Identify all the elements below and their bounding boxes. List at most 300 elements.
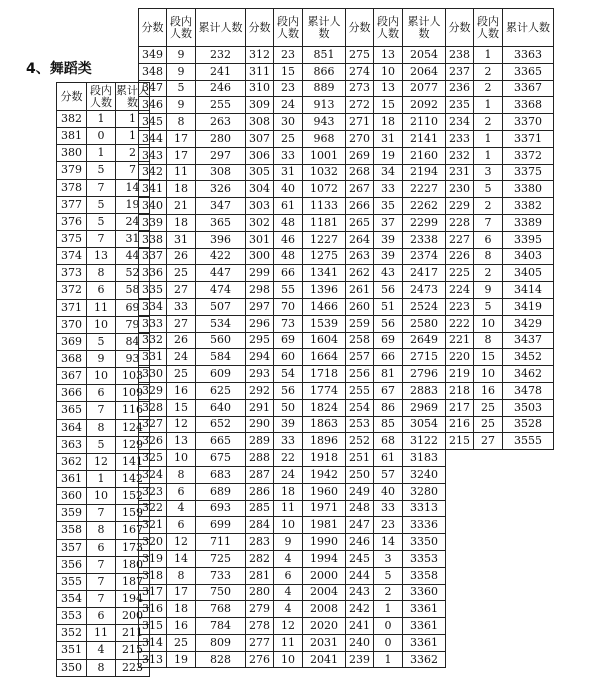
cumulative-cell: 255 xyxy=(196,97,246,114)
cumulative-cell: 2969 xyxy=(403,399,446,416)
cumulative-cell: 1396 xyxy=(303,282,346,299)
cumulative-cell: 2227 xyxy=(403,181,446,198)
segment-cell: 8 xyxy=(474,332,503,349)
cumulative-cell: 3405 xyxy=(503,265,554,282)
table-row xyxy=(139,47,554,64)
score-cell: 288 xyxy=(246,450,274,467)
segment-cell: 39 xyxy=(374,231,403,248)
score-cell: 350 xyxy=(57,659,87,676)
score-cell: 294 xyxy=(246,349,274,366)
score-cell: 234 xyxy=(446,114,474,131)
cumulative-cell: 3528 xyxy=(503,416,554,433)
table-row xyxy=(139,366,554,383)
score-cell: 245 xyxy=(346,550,374,567)
segment-cell: 51 xyxy=(374,298,403,315)
cumulative-cell: 7 xyxy=(116,162,150,179)
score-cell: 275 xyxy=(346,47,374,64)
segment-cell: 1 xyxy=(474,130,503,147)
segment-cell: 6 xyxy=(87,539,116,556)
segment-cell: 10 xyxy=(87,316,116,333)
cumulative-cell: 58 xyxy=(116,282,150,299)
cumulative-cell: 187 xyxy=(116,573,150,590)
header-score: 分数 xyxy=(139,9,167,47)
cumulative-cell: 2580 xyxy=(403,315,446,332)
cumulative-cell: 2041 xyxy=(303,651,346,668)
segment-cell: 21 xyxy=(167,198,196,215)
segment-cell: 40 xyxy=(374,483,403,500)
segment-cell: 8 xyxy=(87,265,116,282)
cumulative-cell: 3122 xyxy=(403,433,446,450)
segment-cell: 13 xyxy=(87,248,116,265)
table-row xyxy=(57,316,150,333)
cumulative-cell: 2194 xyxy=(403,164,446,181)
segment-cell: 5 xyxy=(87,436,116,453)
cumulative-cell: 1664 xyxy=(303,349,346,366)
cumulative-cell: 124 xyxy=(116,419,150,436)
score-cell: 228 xyxy=(446,214,474,231)
cumulative-cell: 2374 xyxy=(403,248,446,265)
cumulative-cell: 3361 xyxy=(403,634,446,651)
segment-cell: 7 xyxy=(474,214,503,231)
cumulative-cell: 3414 xyxy=(503,282,554,299)
table-row xyxy=(139,80,554,97)
segment-cell: 1 xyxy=(87,111,116,128)
score-cell: 258 xyxy=(346,332,374,349)
segment-cell: 7 xyxy=(87,590,116,607)
segment-cell: 6 xyxy=(274,567,303,584)
cumulative-cell: 180 xyxy=(116,556,150,573)
segment-cell: 25 xyxy=(474,399,503,416)
segment-cell: 12 xyxy=(167,416,196,433)
cumulative-cell: 699 xyxy=(196,517,246,534)
segment-cell: 9 xyxy=(167,47,196,64)
segment-cell: 31 xyxy=(167,231,196,248)
segment-cell: 4 xyxy=(274,550,303,567)
segment-cell: 23 xyxy=(374,517,403,534)
segment-cell: 8 xyxy=(87,659,116,676)
score-cell: 239 xyxy=(346,651,374,668)
table-row xyxy=(139,248,554,265)
score-cell: 334 xyxy=(139,298,167,315)
score-cell: 286 xyxy=(246,483,274,500)
score-cell: 253 xyxy=(346,416,374,433)
score-cell: 269 xyxy=(346,147,374,164)
segment-cell: 17 xyxy=(167,147,196,164)
table-row xyxy=(57,385,150,402)
cumulative-cell: 2020 xyxy=(303,618,346,635)
cumulative-cell: 3437 xyxy=(503,332,554,349)
segment-cell: 10 xyxy=(374,63,403,80)
score-cell: 292 xyxy=(246,382,274,399)
segment-cell: 11 xyxy=(274,634,303,651)
header-cumulative: 累计人数 xyxy=(403,9,446,47)
segment-cell: 5 xyxy=(87,196,116,213)
score-cell: 242 xyxy=(346,601,374,618)
segment-cell: 1 xyxy=(474,147,503,164)
cumulative-cell: 2031 xyxy=(303,634,346,651)
table-row xyxy=(139,181,554,198)
segment-cell: 70 xyxy=(274,298,303,315)
score-cell: 358 xyxy=(57,522,87,539)
cumulative-cell: 1133 xyxy=(303,198,346,215)
segment-cell: 69 xyxy=(274,332,303,349)
score-cell: 249 xyxy=(346,483,374,500)
segment-cell: 13 xyxy=(374,47,403,64)
score-cell: 370 xyxy=(57,316,87,333)
score-cell: 351 xyxy=(57,642,87,659)
score-cell: 327 xyxy=(139,416,167,433)
segment-cell: 7 xyxy=(87,556,116,573)
segment-cell: 5 xyxy=(474,298,503,315)
segment-cell: 1 xyxy=(474,97,503,114)
segment-cell: 10 xyxy=(474,366,503,383)
score-cell: 233 xyxy=(446,130,474,147)
score-cell: 231 xyxy=(446,164,474,181)
segment-cell: 15 xyxy=(274,63,303,80)
score-cell: 339 xyxy=(139,214,167,231)
cumulative-cell: 24 xyxy=(116,213,150,230)
score-cell: 221 xyxy=(446,332,474,349)
cumulative-cell xyxy=(503,466,554,483)
cumulative-cell: 3183 xyxy=(403,450,446,467)
table-row xyxy=(57,590,150,607)
cumulative-cell: 1981 xyxy=(303,517,346,534)
score-cell: 340 xyxy=(139,198,167,215)
cumulative-cell: 2004 xyxy=(303,584,346,601)
segment-cell: 73 xyxy=(274,315,303,332)
table-row xyxy=(139,114,554,131)
cumulative-cell: 1960 xyxy=(303,483,346,500)
cumulative-cell: 1896 xyxy=(303,433,346,450)
score-cell: 347 xyxy=(139,80,167,97)
score-cell: 279 xyxy=(246,601,274,618)
segment-cell: 19 xyxy=(374,147,403,164)
cumulative-cell: 1 xyxy=(116,111,150,128)
segment-cell: 2 xyxy=(374,584,403,601)
header-segment: 段内人数 xyxy=(474,9,503,47)
table-row xyxy=(57,179,150,196)
segment-cell: 12 xyxy=(274,618,303,635)
segment-cell: 2 xyxy=(474,63,503,80)
table-row xyxy=(139,198,554,215)
score-cell: 356 xyxy=(57,556,87,573)
cumulative-cell: 3429 xyxy=(503,315,554,332)
cumulative-cell: 31 xyxy=(116,230,150,247)
segment-cell xyxy=(474,550,503,567)
cumulative-cell xyxy=(503,534,554,551)
segment-cell xyxy=(474,483,503,500)
cumulative-cell: 733 xyxy=(196,567,246,584)
score-cell: 297 xyxy=(246,298,274,315)
cumulative-cell: 116 xyxy=(116,402,150,419)
score-cell: 246 xyxy=(346,534,374,551)
segment-cell: 23 xyxy=(274,47,303,64)
segment-cell: 0 xyxy=(87,128,116,145)
score-cell: 250 xyxy=(346,466,374,483)
cumulative-cell: 141 xyxy=(116,453,150,470)
score-cell xyxy=(446,634,474,651)
segment-cell: 8 xyxy=(167,567,196,584)
cumulative-cell: 3353 xyxy=(403,550,446,567)
score-cell: 379 xyxy=(57,162,87,179)
dance-score-table-top xyxy=(56,82,150,677)
cumulative-cell: 14 xyxy=(116,179,150,196)
cumulative-cell: 159 xyxy=(116,505,150,522)
table-row xyxy=(139,416,554,433)
table-row xyxy=(139,315,554,332)
segment-cell: 11 xyxy=(274,500,303,517)
cumulative-cell: 3503 xyxy=(503,399,554,416)
cumulative-cell: 2796 xyxy=(403,366,446,383)
segment-cell: 18 xyxy=(167,214,196,231)
segment-cell: 60 xyxy=(274,349,303,366)
segment-cell: 18 xyxy=(167,181,196,198)
cumulative-cell xyxy=(503,634,554,651)
cumulative-cell: 534 xyxy=(196,315,246,332)
score-cell: 215 xyxy=(446,433,474,450)
cumulative-cell: 1604 xyxy=(303,332,346,349)
header-score: 分数 xyxy=(246,9,274,47)
segment-cell xyxy=(474,584,503,601)
segment-cell: 8 xyxy=(474,248,503,265)
segment-cell: 13 xyxy=(167,433,196,450)
cumulative-cell: 3462 xyxy=(503,366,554,383)
score-cell: 226 xyxy=(446,248,474,265)
segment-cell: 39 xyxy=(374,248,403,265)
cumulative-cell: 152 xyxy=(116,488,150,505)
segment-cell: 33 xyxy=(274,433,303,450)
table-row xyxy=(57,573,150,590)
segment-cell: 7 xyxy=(87,505,116,522)
cumulative-cell: 1 xyxy=(116,128,150,145)
segment-cell: 25 xyxy=(274,130,303,147)
score-cell: 355 xyxy=(57,573,87,590)
segment-cell: 43 xyxy=(374,265,403,282)
cumulative-cell: 2299 xyxy=(403,214,446,231)
score-cell: 251 xyxy=(346,450,374,467)
cumulative-cell: 396 xyxy=(196,231,246,248)
segment-cell: 0 xyxy=(374,634,403,651)
score-cell: 299 xyxy=(246,265,274,282)
score-cell: 374 xyxy=(57,248,87,265)
cumulative-cell: 2715 xyxy=(403,349,446,366)
segment-cell xyxy=(474,534,503,551)
cumulative-cell: 913 xyxy=(303,97,346,114)
cumulative-cell: 3368 xyxy=(503,97,554,114)
cumulative-cell: 2077 xyxy=(403,80,446,97)
segment-cell: 50 xyxy=(274,399,303,416)
score-cell: 322 xyxy=(139,500,167,517)
segment-cell: 26 xyxy=(167,332,196,349)
table-row xyxy=(139,601,554,618)
segment-cell: 12 xyxy=(167,534,196,551)
table-row xyxy=(139,63,554,80)
score-cell: 372 xyxy=(57,282,87,299)
score-cell: 377 xyxy=(57,196,87,213)
score-cell: 252 xyxy=(346,433,374,450)
segment-cell: 26 xyxy=(167,248,196,265)
segment-cell: 23 xyxy=(274,80,303,97)
header-score: 分数 xyxy=(446,9,474,47)
score-cell: 278 xyxy=(246,618,274,635)
segment-cell: 7 xyxy=(87,179,116,196)
table-row xyxy=(57,659,150,676)
cumulative-cell: 103 xyxy=(116,368,150,385)
cumulative-cell xyxy=(503,651,554,668)
cumulative-cell: 44 xyxy=(116,248,150,265)
score-cell: 298 xyxy=(246,282,274,299)
segment-cell: 17 xyxy=(167,584,196,601)
score-cell: 270 xyxy=(346,130,374,147)
segment-cell: 2 xyxy=(474,198,503,215)
segment-cell: 48 xyxy=(274,248,303,265)
cumulative-cell: 223 xyxy=(116,659,150,676)
table-row xyxy=(139,567,554,584)
score-cell: 305 xyxy=(246,164,274,181)
score-cell: 223 xyxy=(446,298,474,315)
cumulative-cell: 326 xyxy=(196,181,246,198)
segment-cell: 85 xyxy=(374,416,403,433)
score-cell xyxy=(446,618,474,635)
segment-cell: 5 xyxy=(87,333,116,350)
cumulative-cell: 3478 xyxy=(503,382,554,399)
header-segment: 段内人数 xyxy=(167,9,196,47)
segment-cell: 40 xyxy=(274,181,303,198)
segment-cell: 33 xyxy=(374,500,403,517)
score-cell: 271 xyxy=(346,114,374,131)
score-cell: 273 xyxy=(346,80,374,97)
score-cell: 380 xyxy=(57,145,87,162)
segment-cell: 24 xyxy=(167,349,196,366)
score-cell: 336 xyxy=(139,265,167,282)
score-cell: 265 xyxy=(346,214,374,231)
cumulative-cell: 2160 xyxy=(403,147,446,164)
segment-cell: 25 xyxy=(167,265,196,282)
cumulative-cell: 246 xyxy=(196,80,246,97)
score-cell: 307 xyxy=(246,130,274,147)
cumulative-cell: 750 xyxy=(196,584,246,601)
segment-cell: 15 xyxy=(167,399,196,416)
table-row xyxy=(139,618,554,635)
score-cell: 361 xyxy=(57,470,87,487)
segment-cell: 31 xyxy=(274,164,303,181)
cumulative-cell: 2054 xyxy=(403,47,446,64)
cumulative-cell: 652 xyxy=(196,416,246,433)
score-cell: 256 xyxy=(346,366,374,383)
segment-cell: 69 xyxy=(374,332,403,349)
score-cell: 218 xyxy=(446,382,474,399)
cumulative-cell: 828 xyxy=(196,651,246,668)
cumulative-cell: 3350 xyxy=(403,534,446,551)
segment-cell: 3 xyxy=(474,164,503,181)
score-cell: 333 xyxy=(139,315,167,332)
cumulative-cell xyxy=(503,601,554,618)
segment-cell xyxy=(474,601,503,618)
table-row xyxy=(57,333,150,350)
segment-cell: 2 xyxy=(474,265,503,282)
score-cell: 247 xyxy=(346,517,374,534)
segment-cell: 56 xyxy=(274,382,303,399)
cumulative-cell: 683 xyxy=(196,466,246,483)
segment-cell: 11 xyxy=(167,164,196,181)
segment-cell: 34 xyxy=(374,164,403,181)
score-cell: 306 xyxy=(246,147,274,164)
score-cell: 348 xyxy=(139,63,167,80)
score-cell: 287 xyxy=(246,466,274,483)
table-row xyxy=(57,642,150,659)
table-row xyxy=(57,299,150,316)
cumulative-cell: 2008 xyxy=(303,601,346,618)
segment-cell: 14 xyxy=(374,534,403,551)
score-cell: 219 xyxy=(446,366,474,383)
segment-cell: 39 xyxy=(274,416,303,433)
table-row xyxy=(139,550,554,567)
score-cell: 381 xyxy=(57,128,87,145)
cumulative-cell: 215 xyxy=(116,642,150,659)
score-cell: 300 xyxy=(246,248,274,265)
segment-cell: 6 xyxy=(87,385,116,402)
cumulative-cell: 1275 xyxy=(303,248,346,265)
header-segment: 段内人数 xyxy=(87,83,116,111)
score-cell: 259 xyxy=(346,315,374,332)
cumulative-cell: 1942 xyxy=(303,466,346,483)
score-cell: 367 xyxy=(57,368,87,385)
cumulative-cell: 1994 xyxy=(303,550,346,567)
score-cell: 227 xyxy=(446,231,474,248)
cumulative-cell: 447 xyxy=(196,265,246,282)
segment-cell: 9 xyxy=(274,534,303,551)
cumulative-cell xyxy=(503,517,554,534)
segment-cell: 15 xyxy=(474,349,503,366)
cumulative-cell: 2 xyxy=(116,145,150,162)
segment-cell: 13 xyxy=(374,80,403,97)
table-row xyxy=(57,282,150,299)
segment-cell: 1 xyxy=(87,470,116,487)
score-cell: 282 xyxy=(246,550,274,567)
cumulative-cell: 693 xyxy=(196,500,246,517)
segment-cell: 33 xyxy=(374,181,403,198)
segment-cell: 17 xyxy=(167,130,196,147)
cumulative-cell: 280 xyxy=(196,130,246,147)
cumulative-cell: 3371 xyxy=(503,130,554,147)
score-cell: 229 xyxy=(446,198,474,215)
score-cell: 255 xyxy=(346,382,374,399)
segment-cell: 33 xyxy=(167,298,196,315)
segment-cell: 1 xyxy=(374,651,403,668)
cumulative-cell: 1539 xyxy=(303,315,346,332)
segment-cell: 8 xyxy=(87,522,116,539)
score-cell: 354 xyxy=(57,590,87,607)
cumulative-cell: 52 xyxy=(116,265,150,282)
cumulative-cell: 3361 xyxy=(403,601,446,618)
segment-cell: 56 xyxy=(374,315,403,332)
score-cell: 248 xyxy=(346,500,374,517)
table-row xyxy=(57,625,150,642)
segment-cell: 67 xyxy=(374,382,403,399)
cumulative-cell: 3452 xyxy=(503,349,554,366)
score-cell: 276 xyxy=(246,651,274,668)
segment-cell xyxy=(474,517,503,534)
table-row xyxy=(57,522,150,539)
score-cell: 262 xyxy=(346,265,374,282)
segment-cell: 9 xyxy=(167,63,196,80)
score-cell: 263 xyxy=(346,248,374,265)
score-cell: 345 xyxy=(139,114,167,131)
table-row xyxy=(57,248,150,265)
score-cell: 280 xyxy=(246,584,274,601)
header-cumulative: 累计人数 xyxy=(503,9,554,47)
score-cell: 373 xyxy=(57,265,87,282)
